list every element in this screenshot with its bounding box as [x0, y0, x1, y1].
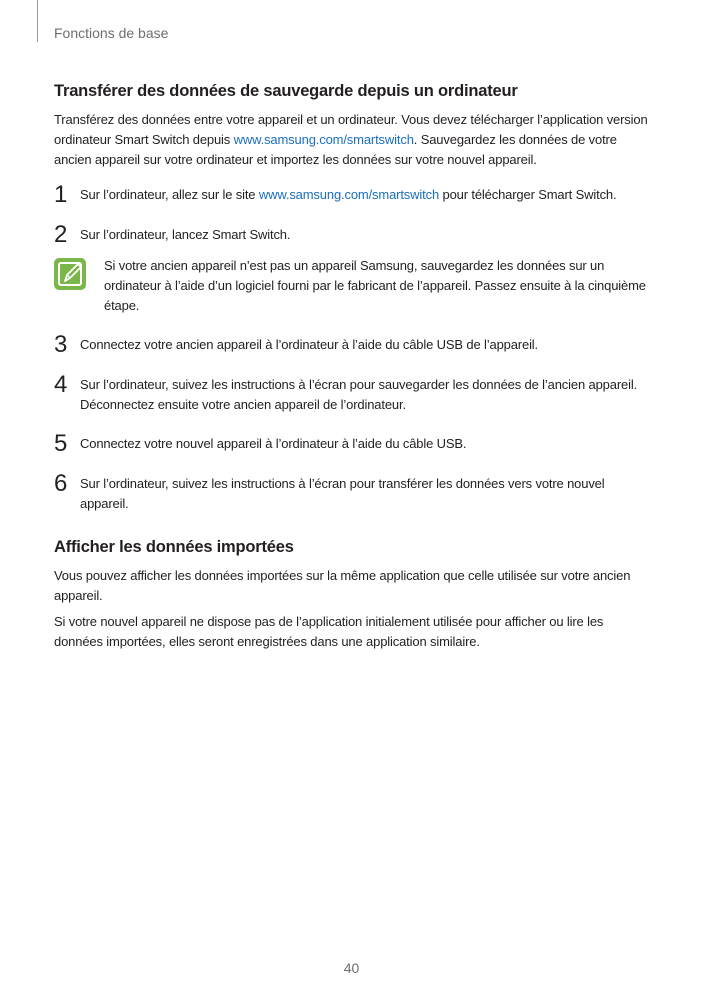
- step-text: Sur l’ordinateur, suivez les instructions à l’écran pour sauvegarder les données de l’ancien appareil. Déconnectez ensuite votre ancien appareil de l’ordinateur.: [80, 377, 638, 412]
- step-6: [54, 470, 650, 514]
- step-text: Sur l’ordinateur, suivez les instructions à l’écran pour transférer les données vers votre nouvel appareil.: [80, 476, 605, 511]
- step-number: 5: [54, 430, 68, 457]
- smartswitch-link[interactable]: www.samsung.com/smartswitch: [233, 132, 414, 147]
- step-4: [54, 371, 650, 415]
- step-number: 3: [54, 331, 68, 358]
- note-text: Si votre ancien appareil n’est pas un appareil Samsung, sauvegardez les données sur un ordinateur à l’aide d’un logiciel fourni par le fabricant de l’appareil. Passez ensuite à la cinquième étape.: [104, 258, 646, 313]
- step-text-start: Sur l’ordinateur, allez sur le site: [80, 187, 259, 202]
- step-number: 6: [54, 470, 68, 497]
- step-text: [80, 184, 616, 205]
- step-number: 4: [54, 371, 68, 398]
- page-content: [54, 82, 650, 662]
- section-title-transfer: Transférer des données de sauvegarde depuis un ordinateur: [54, 82, 518, 100]
- step-number: 2: [54, 221, 68, 248]
- step-text-end: pour télécharger Smart Switch.: [439, 187, 617, 202]
- note-pencil-icon: [54, 258, 86, 290]
- step-text: Sur l’ordinateur, lancez Smart Switch.: [80, 227, 291, 242]
- step-text: Connectez votre nouvel appareil à l’ordinateur à l’aide du câble USB.: [80, 436, 467, 451]
- intro-paragraph: [54, 110, 650, 170]
- page-number: 40: [343, 960, 360, 976]
- step-text: Connectez votre ancien appareil à l’ordinateur à l’aide du câble USB de l’appareil.: [80, 337, 539, 352]
- step-1: [54, 181, 650, 208]
- view-paragraph-2: Si votre nouvel appareil ne dispose pas de l’application initialement utilisée pour afficher ou lire les données importées, elles seront enregistrées dans une application similaire.: [54, 614, 604, 649]
- intro-text-start: Transférez des données entre votre appareil et un ordinateur. Vous devez télécharger l’application version ordinateur Smart Switch depuis: [54, 112, 648, 147]
- section-title-view: Afficher les données importées: [54, 538, 294, 556]
- view-paragraph-1: Vous pouvez afficher les données importées sur la même application que celle utilisée sur votre ancien appareil.: [54, 568, 631, 603]
- intro-text-end: . Sauvegardez les données de votre ancien appareil sur votre ordinateur et importez les données sur votre nouvel appareil.: [54, 132, 617, 167]
- step-3: [54, 331, 650, 358]
- header-divider: [37, 0, 38, 42]
- chapter-header: Fonctions de base: [54, 25, 169, 41]
- smartswitch-link[interactable]: www.samsung.com/smartswitch: [258, 187, 440, 202]
- step-number: 1: [54, 181, 68, 208]
- step-2: [54, 221, 650, 248]
- step-5: [54, 430, 650, 457]
- note-box: [54, 256, 650, 316]
